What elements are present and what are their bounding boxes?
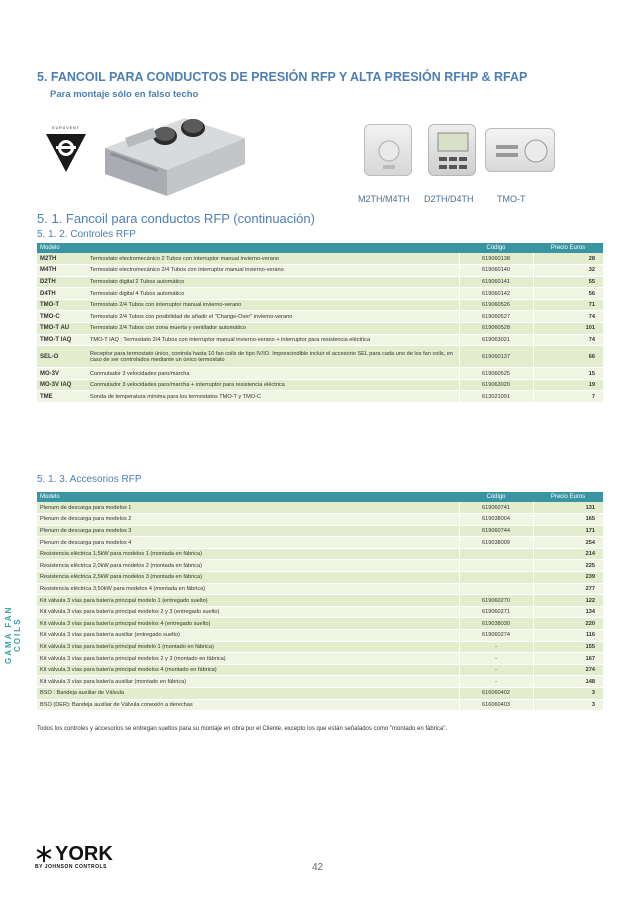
header-model: Modelo	[37, 492, 459, 502]
row-description: Termostato digital 2 Tubos automático	[87, 276, 459, 288]
row-price: 165	[533, 514, 603, 526]
row-code: 619060270	[459, 595, 533, 607]
row-description: Resistencia eléctrica 1,5kW para modelos 1 (montada en fábrica)	[37, 548, 459, 560]
row-code: 613021091	[459, 391, 533, 403]
subsection-title: 5. 1. Fancoil para conductos RFP (continuación)	[37, 211, 315, 226]
row-code: 619038030	[459, 618, 533, 630]
thermostat-m2th-image	[364, 124, 412, 176]
table-row	[37, 334, 603, 346]
row-description: Plenum de descarga para modelos 1	[37, 502, 459, 514]
row-code: -	[459, 641, 533, 653]
york-logo	[35, 843, 113, 870]
table-row	[37, 572, 603, 584]
row-description: BSO (DER): Bandeja auxiliar de Válvula conexión a derechas	[37, 699, 459, 711]
table-row	[37, 676, 603, 688]
table-row	[37, 618, 603, 630]
row-price: 32	[533, 265, 603, 277]
row-description: Termostato digital 4 Tubos automático	[87, 288, 459, 300]
row-price: 254	[533, 537, 603, 549]
table-row	[37, 265, 603, 277]
row-price: 225	[533, 560, 603, 572]
controls-table	[37, 243, 603, 403]
row-description: BSO : Bandeja auxiliar de Válvula	[37, 688, 459, 700]
row-price: 56	[533, 288, 603, 300]
row-price: 220	[533, 618, 603, 630]
row-code: 619060140	[459, 265, 533, 277]
row-model: SEL-O	[37, 346, 87, 368]
row-code: -	[459, 653, 533, 665]
table-row	[37, 323, 603, 335]
table-row	[37, 583, 603, 595]
table-row	[37, 641, 603, 653]
header-code: Código	[459, 243, 533, 253]
table-row	[37, 276, 603, 288]
row-description: Termostato 2/4 Tubos con zona muerta y ventilador automático	[87, 323, 459, 335]
thermostat-label-2: D2TH/D4TH	[424, 194, 474, 204]
row-code: 619060528	[459, 323, 533, 335]
row-model: MO-3V	[37, 368, 87, 380]
footnote: Todos los controles y accesorios se entregan sueltos para su montaje en obra por el Cliente, excepto los que están señalados como "montado en fábrica".	[37, 726, 448, 732]
table-row	[37, 288, 603, 300]
table-row	[37, 664, 603, 676]
row-description: Kit válvula 3 vías para batería principal modelo 1 (entregado suelto)	[37, 595, 459, 607]
table-row	[37, 391, 603, 403]
row-price: 122	[533, 595, 603, 607]
row-model: TME	[37, 391, 87, 403]
row-code: 619038004	[459, 514, 533, 526]
row-description: Receptor para termostato único, controla hasta 10 fan coils de tipo IV/IO. Imprescindible incluir el accesorio SEL para cada uno de los fan coils, en caso de ser controlados mediante un único termostato	[87, 346, 459, 368]
eurovent-mark-icon	[42, 130, 90, 176]
row-price: 71	[533, 299, 603, 311]
row-price: 148	[533, 676, 603, 688]
row-model: TMO-T AU	[37, 323, 87, 335]
row-description: Kit válvula 3 vías para batería principal modelos 2 y 3 (entregado suelto)	[37, 606, 459, 618]
row-code	[459, 560, 533, 572]
header-code: Código	[459, 492, 533, 502]
row-description: Kit válvula 3 vías para batería auxiliar (entregado suelto)	[37, 630, 459, 642]
row-price: 55	[533, 276, 603, 288]
york-brand-sub: BY JOHNSON CONTROLS	[35, 864, 107, 870]
row-model: D2TH	[37, 276, 87, 288]
table-row	[37, 548, 603, 560]
row-description: Termostato electromecánico 2 Tubos con interruptor manual invierno-verano	[87, 253, 459, 265]
row-code: 619038009	[459, 537, 533, 549]
row-price: 74	[533, 334, 603, 346]
row-description: Termostato electromecánico 2/4 Tubos con interruptor manual invierno-verano	[87, 265, 459, 277]
row-price: 214	[533, 548, 603, 560]
row-price: 274	[533, 664, 603, 676]
row-code: 619060271	[459, 606, 533, 618]
thermostat-d2th-image	[428, 124, 476, 176]
row-price: 66	[533, 346, 603, 368]
row-description: Kit válvula 3 vías para batería principal modelo 1 (montado en fábrica)	[37, 641, 459, 653]
row-code: 619060138	[459, 253, 533, 265]
thermostat-tmo-t-image	[485, 128, 555, 172]
table-row	[37, 560, 603, 572]
row-description: Kit válvula 3 vías para batería auxiliar (montado en fábrica)	[37, 676, 459, 688]
table-row	[37, 606, 603, 618]
row-model: M2TH	[37, 253, 87, 265]
row-price: 7	[533, 391, 603, 403]
row-model: D4TH	[37, 288, 87, 300]
row-description: Kit válvula 3 vías para batería principal modelos 4 (montado en fábrica)	[37, 664, 459, 676]
row-description: TMO-T IAQ : Termostato 2/4 Tubos con interruptor manual invierno-verano + interruptor para resistencia eléctrica	[87, 334, 459, 346]
eurovent-logo-text: EUROVENT	[52, 126, 80, 130]
table-row	[37, 630, 603, 642]
row-description: Resistencia eléctrica 2,0kW para modelos 2 (montada en fábrica)	[37, 560, 459, 572]
row-price: 3	[533, 688, 603, 700]
accessories-subtitle: 5. 1. 3. Accesorios RFP	[37, 474, 142, 485]
row-price: 28	[533, 253, 603, 265]
table-row	[37, 595, 603, 607]
table-row	[37, 299, 603, 311]
header-price: Precio Euros	[533, 492, 603, 502]
table-row	[37, 537, 603, 549]
row-code: 619060141	[459, 276, 533, 288]
row-model: TMO-C	[37, 311, 87, 323]
row-code	[459, 583, 533, 595]
row-model: MO-3V IAQ	[37, 379, 87, 391]
row-code: 619060274	[459, 630, 533, 642]
row-code: 619060142	[459, 288, 533, 300]
side-label: GAMA FAN COILS	[4, 605, 22, 665]
row-code: 616060403	[459, 699, 533, 711]
row-description: Kit válvula 3 vías para batería principal modelos 2 y 3 (montado en fábrica)	[37, 653, 459, 665]
table-row	[37, 379, 603, 391]
controls-subtitle: 5. 1. 2. Controles RFP	[37, 229, 136, 240]
row-description: Termostato 2/4 Tubos con interruptor manual invierno-verano	[87, 299, 459, 311]
table-row	[37, 346, 603, 368]
table-row	[37, 368, 603, 380]
row-code: 619063020	[459, 379, 533, 391]
row-description: Termostato 2/4 Tubos con posibilidad de añadir el "Change-Over" invierno-verano	[87, 311, 459, 323]
row-model: TMO-T	[37, 299, 87, 311]
row-model: M4TH	[37, 265, 87, 277]
row-description: Sonda de temperatura mínima para los termostatos TMO-T y TMO-C	[87, 391, 459, 403]
row-code: 619060527	[459, 311, 533, 323]
row-price: 74	[533, 311, 603, 323]
table-row	[37, 253, 603, 265]
row-code: 619060526	[459, 299, 533, 311]
table-row	[37, 525, 603, 537]
row-price: 239	[533, 572, 603, 584]
row-code	[459, 572, 533, 584]
table-row	[37, 514, 603, 526]
fancoil-unit-image	[95, 108, 255, 200]
accessories-table-header	[37, 492, 603, 502]
row-price: 19	[533, 379, 603, 391]
row-description: Resistencia eléctrica 2,5kW para modelos 3 (montada en fábrica)	[37, 572, 459, 584]
page-number: 42	[312, 862, 324, 873]
row-price: 131	[533, 502, 603, 514]
row-price: 15	[533, 368, 603, 380]
table-row	[37, 653, 603, 665]
controls-table-header	[37, 243, 603, 253]
york-brand: YORK	[55, 843, 113, 865]
row-code: 616060402	[459, 688, 533, 700]
row-price: 277	[533, 583, 603, 595]
row-price: 101	[533, 323, 603, 335]
row-code: 619060741	[459, 502, 533, 514]
row-description: Resistencia eléctrica 3,50kW para modelos 4 (montada en fábrica)	[37, 583, 459, 595]
accessories-table	[37, 492, 603, 711]
row-description: Plenum de descarga para modelos 4	[37, 537, 459, 549]
table-row	[37, 699, 603, 711]
row-price: 134	[533, 606, 603, 618]
row-model: TMO-T IAQ	[37, 334, 87, 346]
row-code: 619060137	[459, 346, 533, 368]
row-price: 171	[533, 525, 603, 537]
row-description: Conmutador 3 velocidades paro/marcha + interruptor para resistencia eléctrica	[87, 379, 459, 391]
thermostat-label-3: TMO-T	[497, 194, 526, 204]
row-price: 155	[533, 641, 603, 653]
thermostat-label-1: M2TH/M4TH	[358, 194, 410, 204]
header-model: Modelo	[37, 243, 459, 253]
row-price: 116	[533, 630, 603, 642]
row-code: -	[459, 676, 533, 688]
table-row	[37, 688, 603, 700]
header-price: Precio Euros	[533, 243, 603, 253]
eurovent-logo	[42, 126, 90, 178]
table-row	[37, 502, 603, 514]
york-snowflake-icon	[35, 845, 53, 863]
row-description: Kit válvula 3 vías para batería principal modelos 4 (entregado suelto)	[37, 618, 459, 630]
row-price: 167	[533, 653, 603, 665]
section-title: 5. FANCOIL PARA CONDUCTOS DE PRESIÓN RFP Y ALTA PRESIÓN RFHP & RFAP	[37, 70, 528, 84]
row-description: Plenum de descarga para modelos 3	[37, 525, 459, 537]
section-subtitle: Para montaje sólo en falso techo	[50, 89, 199, 100]
table-row	[37, 311, 603, 323]
row-code: 619060744	[459, 525, 533, 537]
row-description: Plenum de descarga para modelos 2	[37, 514, 459, 526]
row-code: 619063021	[459, 334, 533, 346]
row-description: Conmutador 3 velocidades paro/marcha	[87, 368, 459, 380]
row-code: 619060525	[459, 368, 533, 380]
row-code: -	[459, 664, 533, 676]
row-code	[459, 548, 533, 560]
row-price: 3	[533, 699, 603, 711]
